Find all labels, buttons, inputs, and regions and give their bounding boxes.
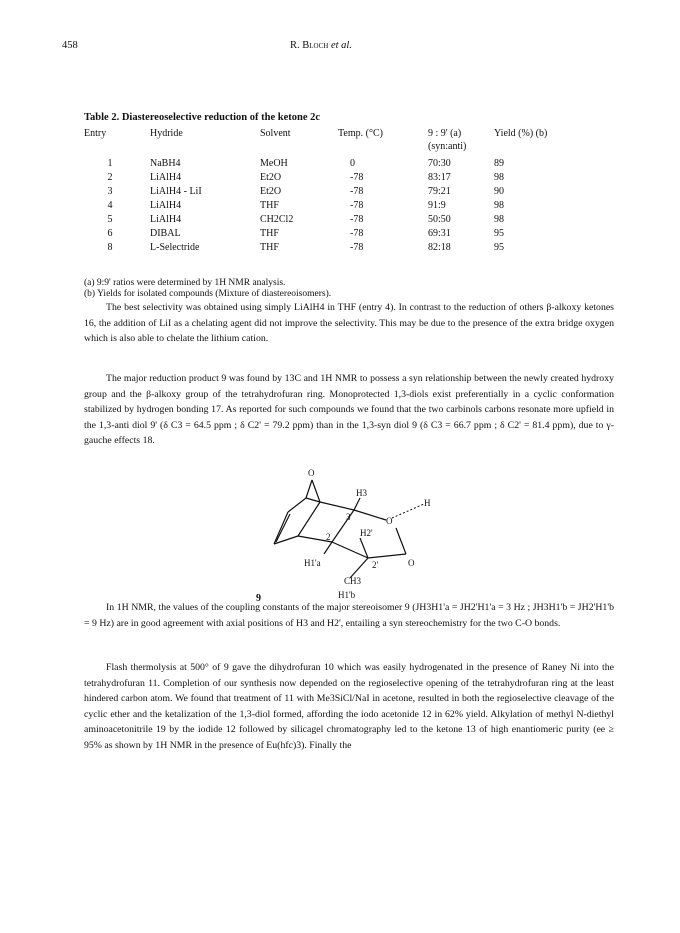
atom-2p: 2' [372, 560, 379, 570]
cell-entry: 5 [107, 213, 113, 225]
table-notes [84, 278, 331, 300]
cell-yield: 89 [494, 157, 504, 169]
cell-solvent: CH2Cl2 [260, 213, 294, 225]
cell-entry: 4 [107, 199, 113, 211]
atom-3: 3 [346, 512, 351, 522]
atom-H3: H3 [356, 488, 367, 498]
cell-temp: -78 [350, 171, 364, 183]
cell-temp: -78 [350, 213, 364, 225]
atom-CH3: CH3 [344, 576, 362, 586]
cell-yield: 98 [494, 171, 504, 183]
table-body [84, 152, 554, 254]
cell-hydride: LiAlH4 [150, 171, 182, 183]
cell-hydride: LiAlH4 [150, 213, 182, 225]
atom-O-bridge: O [308, 468, 315, 478]
cell-hydride: L-Selectride [150, 241, 200, 253]
table-row [84, 170, 554, 184]
col-ratio-subheader: (syn:anti) [428, 140, 467, 152]
cell-temp: -78 [350, 185, 364, 197]
paragraph-synthesis [84, 660, 614, 753]
running-header-author: R. Bloch [290, 40, 329, 51]
paragraph-selectivity [84, 300, 614, 347]
col-entry: Entry [84, 127, 107, 139]
atom-H2p: H2' [360, 528, 373, 538]
table-note-b: (b) Yields for isolated compounds (Mixture of diastereoisomers). [84, 289, 332, 299]
cell-ratio: 91:9 [428, 199, 446, 211]
cell-ratio: 50:50 [428, 213, 451, 225]
cell-ratio: 82:18 [428, 241, 451, 253]
col-temp: Temp. (°C) [338, 127, 383, 139]
atom-O-ether: O [386, 516, 393, 526]
table-row [84, 198, 554, 212]
cell-solvent: THF [260, 199, 279, 211]
col-yield: Yield (%) (b) [494, 127, 548, 139]
table-note-a: (a) 9:9' ratios were determined by 1H NMR analysis. [84, 278, 286, 288]
paragraph-syn-relationship [84, 371, 614, 449]
cell-solvent: THF [260, 241, 279, 253]
page-number: 458 [62, 40, 78, 51]
table-row [84, 184, 554, 198]
cell-entry: 3 [107, 185, 113, 197]
cell-solvent: MeOH [260, 157, 288, 169]
table-row [84, 212, 554, 226]
paragraph-text: Flash thermolysis at 500° of 9 gave the dihydrofuran 10 which was easily hydrogenated in the presence of Raney Ni into the tetrahydrofuran 11. Completion of our synthesis now depended on the regioselective opening of the tetrahydrofuran ring at the least hindered carbon atom. We found that treatment of 11 with Me3SiCl/NaI in acetone, resulted in both the regioselective cleavage of the cyclic ether and the ketalization of the 1,3-diol formed, affording the iodo acetonide 12 in 62% yield. Alkylation of methyl N-diethyl aminoacetonitrile 19 by the iodide 12 followed by silicagel chromatography led to the ketone 13 of high enantiomeric purity (ee ≥ 95% as shown by 1H NMR in the presence of Eu(hfc)3). Finally the [84, 662, 614, 751]
cell-hydride: LiAlH4 - LiI [150, 185, 202, 197]
atom-H1pa: H1'a [304, 558, 321, 568]
paragraph-nmr-coupling [84, 600, 614, 631]
cell-temp: 0 [350, 157, 355, 169]
paragraph-text: The best selectivity was obtained using simply LiAlH4 in THF (entry 4). In contrast to the reduction of others β-alkoxy ketones 16, the addition of LiI as a chelating agent did not improve the selectivity. This may be due to the presence of the extra bridge oxygen which is also able to chelate the lithium cation. [84, 302, 614, 344]
col-solvent: Solvent [260, 127, 291, 139]
cell-yield: 95 [494, 227, 504, 239]
running-header [290, 40, 352, 51]
cell-temp: -78 [350, 227, 364, 239]
paragraph-text: The major reduction product 9 was found by 13C and 1H NMR to possess a syn relationship between the newly created hydroxy group and the β-alkoxy group of the tetrahydrofuran ring. Monoprotected 1,3-diols exist preferentially in a cyclic conformation stabilized by hydrogen bonding 17. As reported for such compounds we found that the two carbinols carbons resonate more upfield in the 1,3-anti diol 9' (δ C3 = 64.5 ppm ; δ C2' = 79.2 ppm) than in the 1,3-syn diol 9 (δ C3 = 66.7 ppm ; δ C2' = 81.4 ppm), due to γ-gauche effects 18. [84, 373, 614, 446]
cell-entry: 6 [107, 227, 113, 239]
cell-ratio: 79:21 [428, 185, 451, 197]
atom-2: 2 [326, 532, 331, 542]
structure-diagram-9 [236, 462, 456, 602]
table-row [84, 152, 554, 170]
cell-yield: 98 [494, 213, 504, 225]
col-ratio: 9 : 9' (a) [428, 127, 462, 139]
cell-solvent: THF [260, 227, 279, 239]
cell-ratio: 83:17 [428, 171, 451, 183]
cell-yield: 98 [494, 199, 504, 211]
reduction-table [84, 126, 554, 254]
table-header-row [84, 126, 554, 140]
cell-entry: 1 [107, 157, 113, 169]
table-row [84, 226, 554, 240]
atom-O-ring: O [408, 558, 415, 568]
running-header-etal: et al. [330, 40, 352, 51]
cell-ratio: 69:31 [428, 227, 451, 239]
cell-solvent: Et2O [260, 171, 282, 183]
cell-hydride: DIBAL [150, 227, 181, 239]
atom-H-hydroxy: H [424, 498, 431, 508]
cell-entry: 8 [107, 241, 113, 253]
table-subheader-row [84, 140, 554, 152]
table-row [84, 240, 554, 254]
cell-hydride: NaBH4 [150, 157, 181, 169]
cell-yield: 90 [494, 185, 504, 197]
col-hydride: Hydride [150, 127, 183, 139]
paragraph-text: In 1H NMR, the values of the coupling constants of the major stereoisomer 9 (JH3H1'a = JH2'H1'a = 3 Hz ; JH3H1'b = JH2'H1'b = 9 Hz) are in good agreement with axial positions of H3 and H2', entailing a syn stereochemistry for the two C-O bonds. [84, 602, 614, 629]
cell-hydride: LiAlH4 [150, 199, 182, 211]
cell-ratio: 70:30 [428, 157, 451, 169]
compound-label: 9 [256, 593, 261, 604]
cell-entry: 2 [107, 171, 113, 183]
atom-H1pb: H1'b [338, 590, 356, 600]
cell-solvent: Et2O [260, 185, 282, 197]
cell-temp: -78 [350, 199, 364, 211]
cell-yield: 95 [494, 241, 504, 253]
table-title: Table 2. Diastereoselective reduction of the ketone 2c [84, 112, 321, 123]
cell-temp: -78 [350, 241, 364, 253]
